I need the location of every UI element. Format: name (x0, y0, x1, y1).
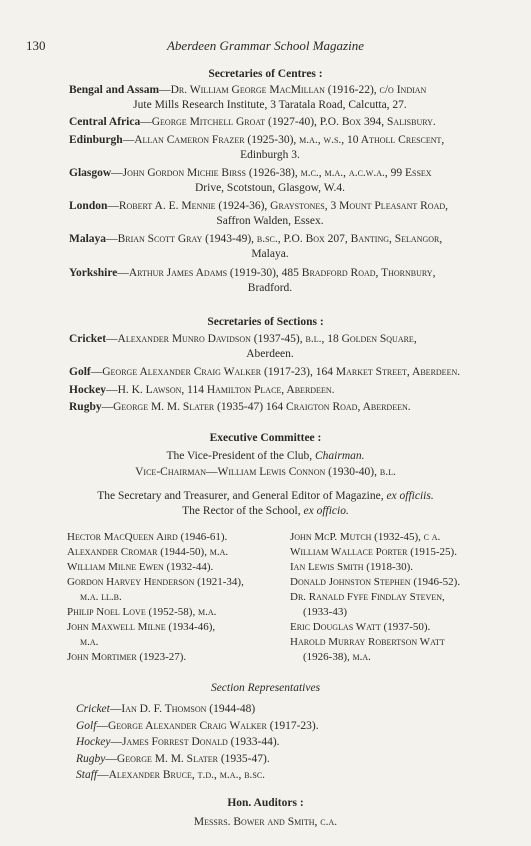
committee-right-column (290, 530, 470, 665)
member-line: William Milne Ewen (1932-44). (67, 561, 214, 573)
member-line: m.a. ll.b. (80, 591, 122, 603)
auditors-text: Messrs. Bower and Smith, c.a. (193, 816, 338, 828)
committee-left-column (67, 530, 289, 665)
representatives-heading: Section Representatives (210, 682, 321, 694)
entry-text: —George Alexander Craig Walker (1917-23), 164 Market Street, Aberdeen. (90, 366, 461, 378)
entry-place: Rugby (69, 401, 102, 413)
section-entry (69, 400, 471, 415)
centre-entry (69, 133, 471, 163)
centre-entry (69, 232, 471, 262)
entry-place: Golf (69, 366, 91, 378)
executive-heading: Executive Committee : (209, 432, 322, 444)
rep-text: —George Alexander Craig Walker (1917-23). (96, 719, 319, 732)
member-line: Gordon Harvey Henderson (1921-34), (67, 576, 244, 588)
entry-text: —Robert A. E. Mennie (1924-36), Graystones, 3 Mount Pleasant Road, (107, 200, 449, 212)
entry-place: Central Africa (69, 116, 141, 128)
member-line: Alexander Cromar (1944-50), m.a. (67, 546, 229, 558)
entry-continuation: Edinburgh 3. (240, 149, 300, 161)
member-line: Dr. Ranald Fyfe Findlay Steven, (290, 591, 445, 603)
section-entry (69, 383, 471, 398)
rep-text: —Ian D. F. Thomson (1944-48) (109, 703, 256, 715)
representatives-list (76, 701, 319, 784)
entry-text: —H. K. Lawson, 114 Hamilton Place, Aberdeen. (106, 384, 335, 396)
entry-text: —Alexander Munro Davidson (1937-45), b.l., 18 Golden Square, (106, 333, 417, 345)
entry-continuation: Malaya. (251, 248, 289, 260)
member-line: Donald Johnston Stephen (1946-52). (290, 576, 461, 588)
entry-text: —Dr. William George MacMillan (1916-22), c/o Indian (159, 84, 427, 96)
rep-entry (76, 701, 319, 718)
member-line: John Maxwell Milne (1934-46), (67, 621, 216, 633)
rep-label: Cricket (76, 703, 110, 715)
member-line: John McP. Mutch (1932-45), c a. (290, 531, 441, 543)
entry-place: Hockey (69, 384, 107, 396)
entry-text: —John Gordon Michie Birss (1926-38), m.c., m.a., a.c.w.a., 99 Essex (111, 167, 432, 179)
exec-line-italic: Chairman. (315, 450, 365, 462)
entry-text: —George M. M. Slater (1935-47) 164 Craigton Road, Aberdeen. (101, 401, 411, 413)
exec-line-text: The Vice-President of the Club, (166, 450, 316, 462)
entry-continuation: Jute Mills Research Institute, 3 Taratala Road, Calcutta, 27. (133, 99, 407, 111)
auditors-heading: Hon. Auditors : (227, 797, 304, 809)
exec-line-text: The Secretary and Treasurer, and General Editor of Magazine, (97, 490, 387, 502)
entry-place: Cricket (69, 333, 107, 345)
running-title: Aberdeen Grammar School Magazine (166, 38, 364, 53)
member-line: Harold Murray Robertson Watt (290, 636, 445, 648)
centre-entry (69, 266, 471, 296)
centre-entry (69, 166, 471, 196)
rep-entry (76, 751, 319, 768)
entry-text: —Arthur James Adams (1919-30), 485 Bradford Road, Thornbury, (117, 267, 436, 279)
entry-text: —George Mitchell Groat (1927-40), P.O. Box 394, Salisbury. (140, 116, 436, 128)
entry-place: Bengal and Assam (69, 84, 160, 96)
member-line: m.a. (80, 636, 99, 648)
sections-heading: Secretaries of Sections : (207, 316, 324, 328)
exec-line-text: The Rector of the School, (182, 505, 304, 517)
member-line: (1933-43) (303, 606, 347, 618)
rep-text: —Alexander Bruce, t.d., m.a., b.sc. (97, 769, 266, 781)
entry-place: Malaya (69, 233, 107, 245)
rep-text: —George M. M. Slater (1935-47). (105, 752, 270, 765)
page-header (26, 38, 491, 54)
entry-place: Edinburgh (69, 134, 123, 146)
centre-entry (69, 83, 471, 113)
exec-line-italic: ex officiis. (386, 490, 434, 502)
member-line: William Wallace Porter (1915-25). (290, 546, 457, 558)
exec-line (0, 449, 531, 464)
exec-line-italic: ex officio. (303, 505, 349, 517)
member-line: Philip Noel Love (1952-58), m.a. (67, 606, 217, 618)
page-number: 130 (26, 38, 46, 53)
exec-vice-chairman: Vice-Chairman—William Lewis Connon (1930-40), b.l. (135, 466, 396, 478)
rep-entry (76, 767, 319, 784)
entry-place: London (69, 200, 108, 212)
exec-line (0, 489, 531, 504)
entry-continuation: Bradford. (247, 282, 293, 294)
section-entry (69, 365, 471, 380)
entry-place: Glasgow (69, 167, 112, 179)
rep-label: Staff (76, 769, 98, 781)
entry-place: Yorkshire (69, 267, 118, 279)
member-line: Hector MacQueen Aird (1946-61). (67, 531, 228, 543)
rep-label: Golf (76, 719, 97, 732)
entry-text: —Brian Scott Gray (1943-49), b.sc., P.O. Box 207, Banting, Selangor, (106, 233, 443, 245)
centre-entry (69, 199, 471, 229)
member-line: John Mortimer (1923-27). (67, 651, 187, 663)
rep-label: Rugby (76, 752, 106, 765)
section-entry (69, 332, 471, 362)
rep-text: —James Forrest Donald (1933-44). (110, 736, 280, 748)
entry-continuation: Drive, Scotstoun, Glasgow, W.4. (194, 182, 346, 194)
centres-heading: Secretaries of Centres : (208, 68, 323, 80)
member-line: Ian Lewis Smith (1918-30). (290, 561, 414, 573)
entry-continuation: Saffron Walden, Essex. (216, 215, 324, 227)
centre-entry (69, 115, 471, 130)
rep-label: Hockey (76, 736, 111, 748)
member-line: (1926-38), m.a. (303, 651, 371, 663)
rep-entry (76, 718, 319, 735)
member-line: Eric Douglas Watt (1937-50). (290, 621, 431, 633)
entry-continuation: Aberdeen. (246, 348, 294, 360)
entry-text: —Allan Cameron Frazer (1925-30), m.a., w.s., 10 Atholl Crescent, (122, 134, 445, 146)
exec-line (0, 504, 531, 519)
rep-entry (76, 734, 319, 751)
